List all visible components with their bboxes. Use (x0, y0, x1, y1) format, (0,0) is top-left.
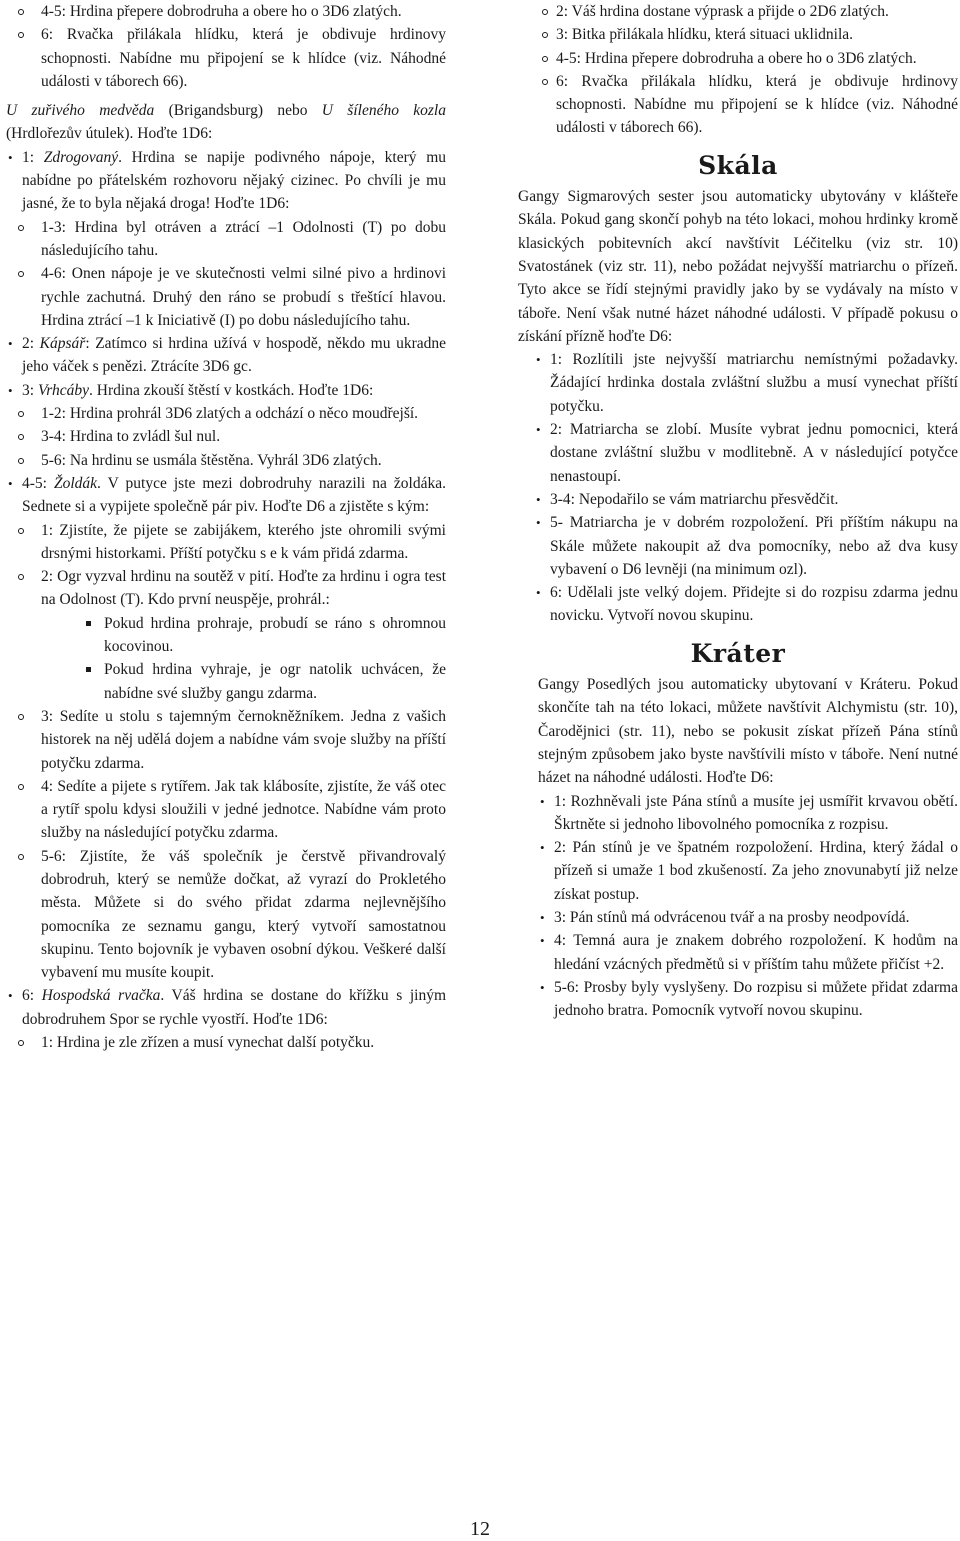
list-item: 4: Sedíte a pijete s rytířem. Jak tak klábosíte, zjistíte, že váš otec a rytíř spolu kdysi sloužili v jedné jednotce. Nabídne vám proto služby na následující potyčku zdarma. (6, 775, 446, 845)
paragraph-tavern-names: U zuřivého medvěda (Brigandsburg) nebo U šíleného kozla (Hrdlořezův útulek). Hoďte 1D6: (6, 102, 446, 143)
list-item: Pokud hrdina vyhraje, je ogr natolik uchvácen, že nabídne své služby gangu zdarma. (6, 658, 446, 705)
list-item: 4-5: Hrdina přepere dobrodruha a obere ho o 3D6 zlatých. (518, 47, 958, 70)
paragraph: Gangy Posedlých jsou automaticky ubytovaní v Kráteru. Pokud skončíte tah na této lokaci, můžete navštívit Alchymistu (str. 10), Čarodějnici (str. 11), nebo se pokusit získat přízeň Pána stínů stejným způsobem jako byste navštívili místo v táboře. Není nutné házet na náhodné události. Hoďte D6: (538, 676, 958, 787)
list-item: 2: Ogr vyzval hrdinu na soutěž v pití. Hoďte za hrdinu i ogra test na Odolnost (T). Kdo první neuspěje, prohrál.: (6, 565, 446, 612)
list-item: 6: Rvačka přilákala hlídku, která je obdivuje hrdinovy schopnosti. Nabídne mu připojení se k hlídce (viz. Náhodné události v táborech 66). (518, 70, 958, 140)
list-item: • 5- Matriarcha je v dobrém rozpoložení. Při příštím nákupu na Skále můžete nakoupit až dva pomocníky, nebo až dva kusy vybavení o D6 levněji (na minimum ozl). (534, 511, 958, 581)
list-item: 4-5: Hrdina přepere dobrodruha a obere ho o 3D6 zlatých. (6, 0, 446, 23)
list-item: • 2: Pán stínů je ve špatném rozpoložení. Hrdina, který žádal o přízeň si umaže 1 bod zkušeností. Za jeho znovunabytí již nelze získat postup. (538, 836, 958, 906)
list-item: 3: Sedíte u stolu s tajemným černokněžníkem. Jedna z vašich historek na něj udělá dojem a nabídne vám svoje služby na příští potyčku zdarma. (6, 705, 446, 775)
list-item: • 3: Vrhcáby. Hrdina zkouší štěstí v kostkách. Hoďte 1D6: (6, 379, 446, 402)
list-item: • 3: Pán stínů má odvrácenou tvář a na prosby neodpovídá. (538, 906, 958, 929)
list-item: • 2: Kápsář: Zatímco si hrdina užívá v hospodě, někdo mu ukradne jeho váček s penězi. Ztrácíte 3D6 gc. (6, 332, 446, 379)
list-item: • 3-4: Nepodařilo se vám matriarchu přesvědčit. (534, 488, 958, 511)
paragraph: Gangy Sigmarových sester jsou automaticky ubytovány v klášteře Skála. Pokud gang skončí pohyb na této lokaci, mohou hrdinky kromě klasických pobitevních akcí navštívit Léčitelku (viz str. 10) Svatostánek (viz str. 11), nebo požádat nejvyšší matriarchu o přízeň. Tyto akce se řídí stejnými pravidly jako by se vydávaly na místo v táboře. Není však nutné házet náhodné události. V případě pokusu o získání přízně hoďte D6: (518, 188, 958, 345)
section-heading-krater: Kráter (690, 638, 786, 668)
list-item: • 2: Matriarcha se zlobí. Musíte vybrat jednu pomocnici, která dostane zvláštní službu v modlitebně. A v následující potyčce nenastoupí. (534, 418, 958, 488)
list-item: • 5-6: Prosby byly vyslyšeny. Do rozpisu si můžete přidat zdarma jednoho bratra. Pomocník vytvoří novou skupinu. (538, 976, 958, 1023)
list-item: 5-6: Na hrdinu se usmála štěstěna. Vyhrál 3D6 zlatých. (6, 449, 446, 472)
list-item: • 1: Rozlítili jste nejvyšší matriarchu nemístnými požadavky. Žádající hrdinka dostala zvláštní službu a musí vynechat příští potyčku. (534, 348, 958, 418)
list-item: Pokud hrdina prohraje, probudí se ráno s ohromnou kocovinou. (6, 612, 446, 659)
list-item: 2: Váš hrdina dostane výprask a přijde o 2D6 zlatých. (518, 0, 958, 23)
right-column (518, 0, 958, 1022)
list-item: • 1: Rozhněvali jste Pána stínů a musíte jej usmířit krvavou obětí. Škrtněte si jednoho libovolného pomocníka z rozpisu. (538, 790, 958, 837)
list-item: 1-2: Hrdina prohrál 3D6 zlatých a odchází o něco moudřejší. (6, 402, 446, 425)
list-item: 6: Rvačka přilákala hlídku, která je obdivuje hrdinovy schopnosti. Nabídne mu připojení se k hlídce (viz. Náhodné události v táborech 66). (6, 23, 446, 93)
page-number: 12 (470, 1518, 490, 1540)
list-item: • 4: Temná aura je znakem dobrého rozpoložení. K hodům na hledání vzácných předmětů si v příštím tahu můžete přičíst +2. (538, 929, 958, 976)
list-item: • 6: Udělali jste velký dojem. Přidejte si do rozpisu zdarma jednu novicku. Vytvoří novou skupinu. (534, 581, 958, 628)
section-heading-skala: Skála (698, 150, 778, 180)
list-item: • 6: Hospodská rvačka. Váš hrdina se dostane do křížku s jiným dobrodruhem Spor se rychle vyostří. Hoďte 1D6: (6, 984, 446, 1031)
list-item: 5-6: Zjistíte, že váš společník je čerstvě přivandrovalý dobrodruh, který se nemůže dočkat, až vyrazí do Prokletého města. Můžete si do svého přidat zdarma nejlevnějšího pomocníka ze seznamu gangu, který vytvoří samostatnou skupinu. Tento bojovník je vybaven osobní dýkou. Veškeré další vybavení mu musíte koupit. (6, 845, 446, 985)
list-item: • 1: Zdrogovaný. Hrdina se napije podivného nápoje, který mu nabídne po přátelském rozhovoru nějaký cizinec. Po chvíli je mu jasné, že to byla nějaká droga! Hoďte 1D6: (6, 146, 446, 216)
list-item: 1: Hrdina je zle zřízen a musí vynechat další potyčku. (6, 1031, 446, 1054)
list-item: 1-3: Hrdina byl otráven a ztrácí –1 Odolnosti (T) po dobu následujícího tahu. (6, 216, 446, 263)
list-item: 3: Bitka přilákala hlídku, která situaci uklidnila. (518, 23, 958, 46)
list-item: 4-6: Onen nápoje je ve skutečnosti velmi silné pivo a hrdinovi rychle zachutná. Druhý den ráno se probudí s třeštící hlavou. Hrdina ztrácí –1 k Iniciativě (I) po dobu následujícího tahu. (6, 262, 446, 332)
list-item: • 4-5: Žoldák. V putyce jste mezi dobrodruhy narazili na žoldáka. Sednete si a vypijete společně pár piv. Hoďte D6 a zjistěte s kým: (6, 472, 446, 519)
left-column (6, 0, 446, 1054)
list-item: 1: Zjistíte, že pijete se zabijákem, kterého jste ohromili svými drsnými historkami. Příští potyčku s e k vám přidá zdarma. (6, 519, 446, 566)
list-item: 3-4: Hrdina to zvládl šul nul. (6, 425, 446, 448)
